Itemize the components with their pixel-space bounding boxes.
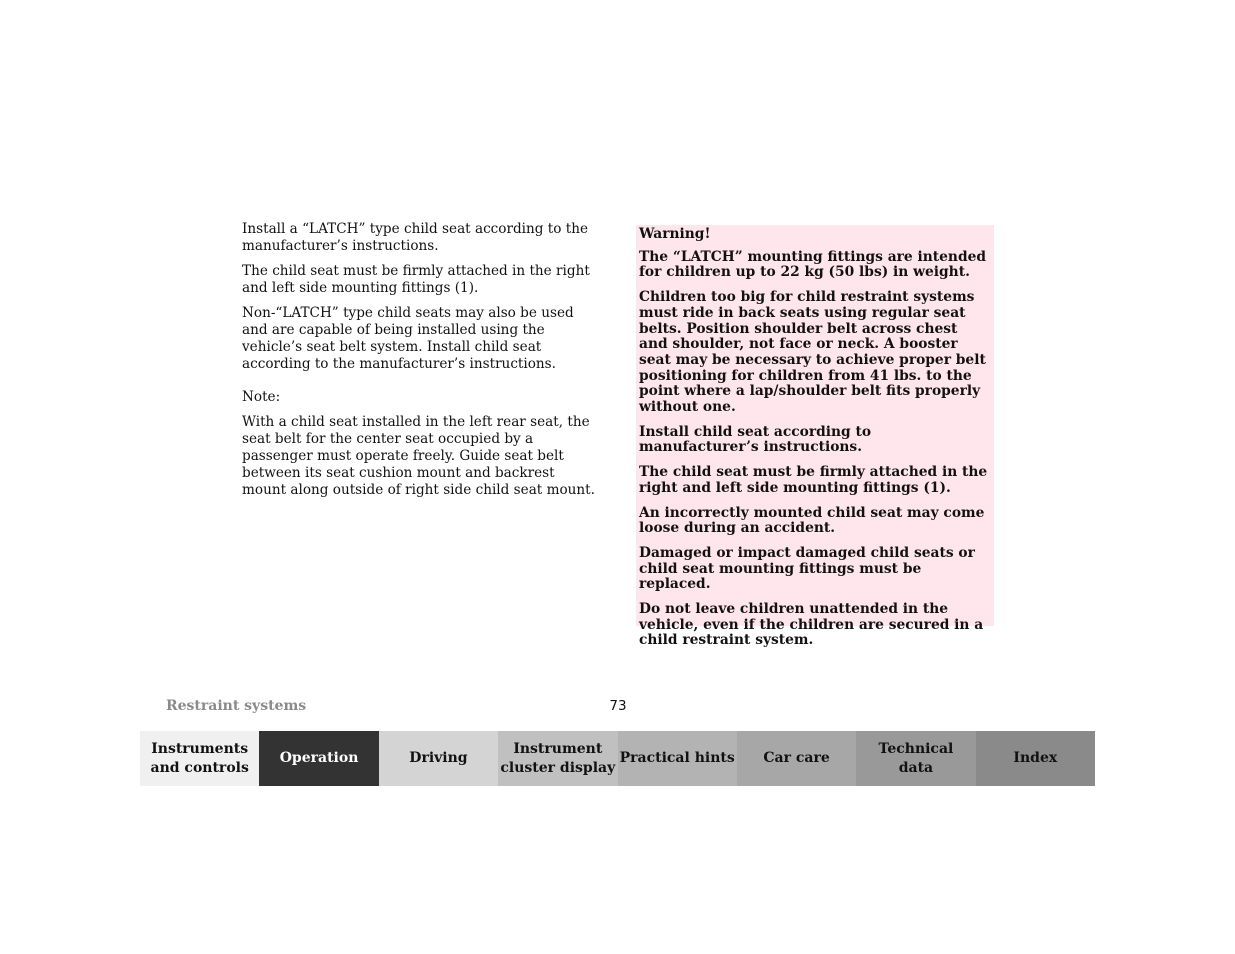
warning-paragraph: An incorrectly mounted child seat may come loose during an accident. (639, 504, 985, 537)
page-number: 73 (609, 698, 627, 714)
instruction-paragraph: Non-“LATCH” type child seats may also be used and are capable of being installed using the vehicle’s seat belt system. Install child seat according to the manufacturer’s instructions. (242, 305, 574, 372)
warning-paragraph: The child seat must be firmly attached in the right and left side mounting fittings (1). (639, 464, 988, 496)
instruction-paragraph: The child seat must be firmly attached in the right and left side mounting fittings (1). (242, 263, 590, 296)
warning-paragraph: Install child seat according to manufacturer’s instructions. (639, 423, 872, 456)
nav-tab-operation[interactable]: Operation (259, 731, 378, 786)
warning-paragraph: Do not leave children unattended in the vehicle, even if the children are secured in a child restraint system. (639, 601, 984, 649)
chapter-nav-bar (140, 731, 1095, 786)
warning-box (636, 225, 994, 649)
nav-tab-technical-data[interactable]: Technical data (856, 731, 975, 786)
warning-paragraph: Children too big for child restraint systems must ride in back seats using regular seat belts. Position shoulder belt across chest and shoulder, not face or neck. A booster seat may be necessary to achieve proper belt positioning for children from 41 lbs. to the point where a lap/shoulder belt fits properly without one. (639, 289, 986, 416)
section-title: Restraint systems (166, 698, 307, 714)
warning-paragraph: Damaged or impact damaged child seats or child seat mounting fittings must be replaced. (639, 544, 975, 593)
note-text: With a child seat installed in the left rear seat, the seat belt for the center seat occupied by a passenger must operate freely. Guide seat belt between its seat cushion mount and backrest mount along outside of right side child seat mount. (242, 414, 595, 498)
nav-tab-practical-hints[interactable]: Practical hints (618, 731, 737, 786)
warning-title: Warning! (639, 226, 711, 242)
instruction-paragraph: Install a “LATCH” type child seat according to the manufacturer’s instructions. (242, 221, 589, 254)
warning-paragraph: The “LATCH” mounting fittings are intended for children up to 22 kg (50 lbs) in weight. (639, 248, 987, 281)
nav-tab-index[interactable]: Index (976, 731, 1095, 786)
nav-tab-driving[interactable]: Driving (379, 731, 498, 786)
nav-tab-car-care[interactable]: Car care (737, 731, 856, 786)
main-text-column (242, 221, 602, 507)
note-label: Note: (242, 389, 281, 405)
nav-tab-instruments-and-controls[interactable]: Instruments and controls (140, 731, 259, 786)
nav-tab-instrument-cluster-display[interactable]: Instrument cluster display (498, 731, 617, 786)
